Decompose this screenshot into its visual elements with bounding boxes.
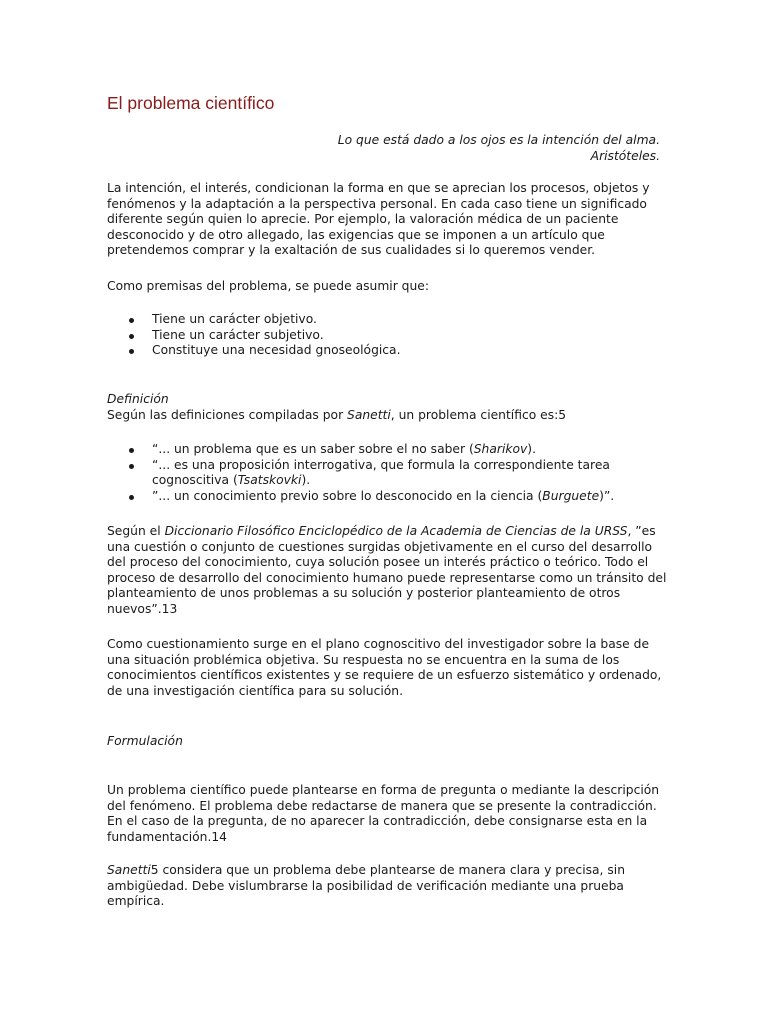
author-name: Burguete <box>542 488 600 503</box>
author-name: Sanetti <box>107 863 151 877</box>
list-item: Constituye una necesidad gnoseológica. <box>107 343 667 359</box>
author-name: Sanetti <box>347 407 391 422</box>
list-item: Tiene un carácter subjetivo. <box>107 328 667 344</box>
definition-lead: Según las definiciones compiladas por Sanetti, un problema científico es:5 <box>107 407 567 422</box>
list-item: ”... un conocimiento previo sobre lo desconocido en la ciencia (Burguete)”. <box>107 489 667 505</box>
list-item: “... es una proposición interrogativa, que formula la correspondiente tarea cognoscitiva (Tsatskovki). <box>107 458 667 489</box>
formulation-heading: Formulación <box>107 734 183 748</box>
definition-section <box>107 392 667 423</box>
definitions-list <box>107 442 667 504</box>
list-item: Tiene un carácter objetivo. <box>107 312 667 328</box>
sanetti-paragraph: Sanetti5 considera que un problema debe plantearse de manera clara y precisa, sin ambigüedad. Debe vislumbrarse la posibilidad de verificación mediante una prueba empírica. <box>107 863 625 909</box>
premises-intro: Como premisas del problema, se puede asumir que: <box>107 279 429 293</box>
intro-paragraph: La intención, el interés, condicionan la forma en que se aprecian los procesos, objetos y fenómenos y la adaptación a la perspectiva personal. En cada caso tiene un significado diferente según quien lo aprecie. Por ejemplo, la valoración médica de un paciente desconocido y de otro allegado, las exigencias que se imponen a un artículo que pretendemos comprar y la exaltación de sus cualidades si lo queremos vender. <box>107 181 650 258</box>
list-item: “... un problema que es un saber sobre el no saber (Sharikov). <box>107 442 667 458</box>
formulation-paragraph: Un problema científico puede plantearse en forma de pregunta o mediante la descripción del fenómeno. El problema debe redactarse de manera que se presente la contradicción. En el caso de la pregunta, de no aparecer la contradicción, debe consignarse esta en la fundamentación.14 <box>107 783 660 844</box>
epigraph <box>107 133 660 164</box>
page-title: El problema científico <box>107 93 275 113</box>
author-name: Sharikov <box>473 442 528 456</box>
definition-heading: Definición <box>107 392 169 406</box>
author-name: Tsatskovki <box>237 473 302 488</box>
premises-list <box>107 312 667 359</box>
questioning-paragraph: Como cuestionamiento surge en el plano cognoscitivo del investigador sobre la base de una situación problémica objetiva. Su respuesta no se encuentra en la suma de los conocimientos científicos existentes y se requiere de un esfuerzo sistemático y ordenado, de una investigación científica para su solución. <box>107 637 662 698</box>
epigraph-author: Aristóteles. <box>590 148 660 163</box>
dictionary-paragraph: Según el Diccionario Filosófico Enciclopédico de la Academia de Ciencias de la URSS, ”es una cuestión o conjunto de cuestiones surgidas objetivamente en el curso del desarrollo del proceso del conocimiento, cuya solución posee un interés práctico o teórico. Todo el proceso de desarrollo del conocimiento humano puede representarse como un tránsito del planteamiento de unos problemas a su solución y posterior planteamiento de otros nuevos”.13 <box>107 524 667 616</box>
epigraph-quote: Lo que está dado a los ojos es la intención del alma. <box>337 133 660 147</box>
source-title: Diccionario Filosófico Enciclopédico de la Academia de Ciencias de la URSS <box>164 524 628 538</box>
